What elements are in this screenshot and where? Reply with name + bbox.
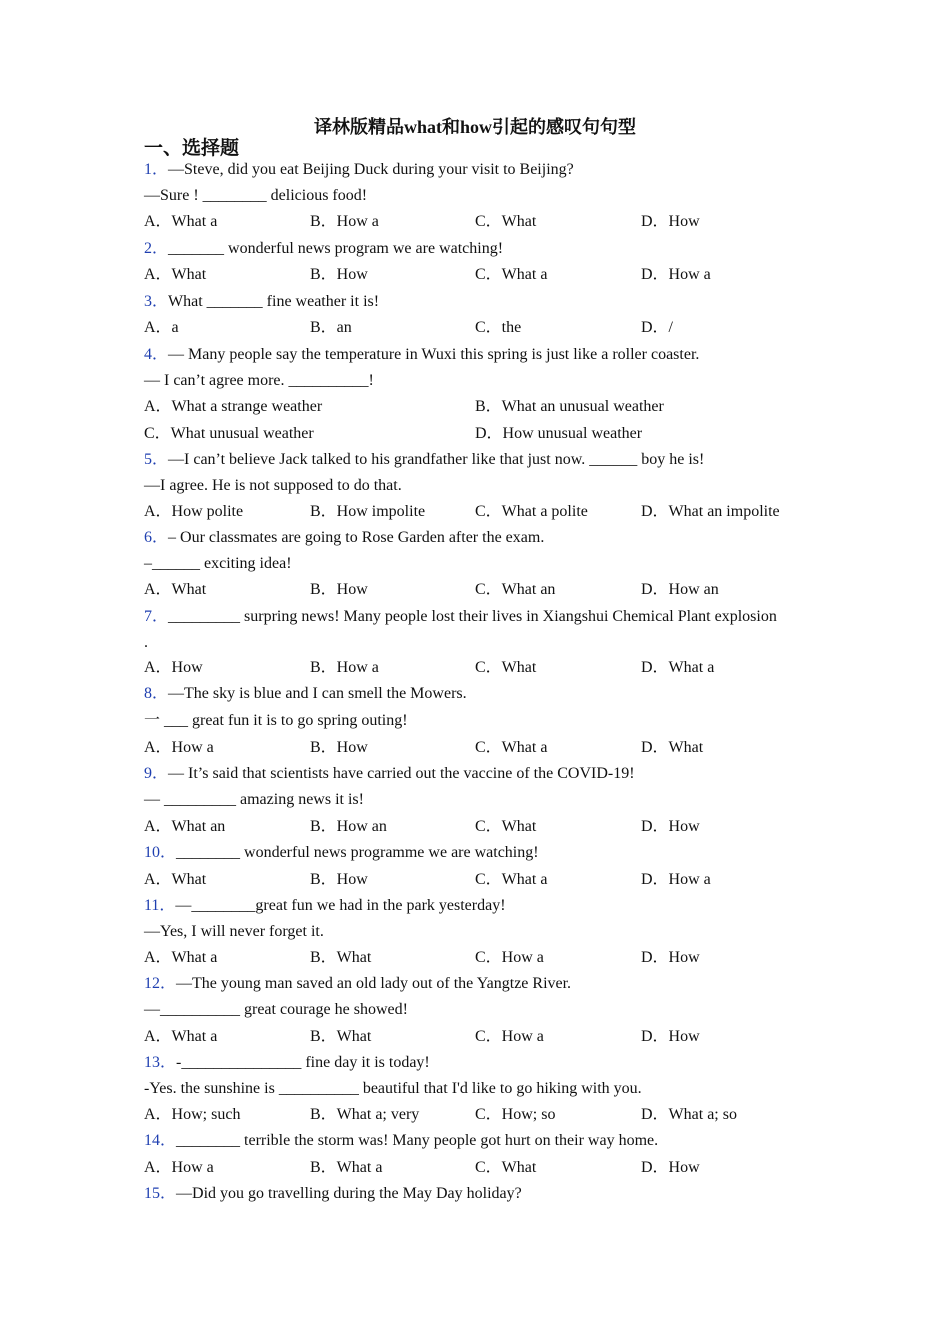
question-line [144,371,374,391]
question-number: 13． [144,1054,177,1071]
question-number: 7． [144,608,169,625]
question-text: — It’s said that scientists have carried out the vaccine of the COVID-19! [168,765,635,782]
answer-option[interactable]: C．What [475,818,537,835]
question-stem [144,843,539,863]
question-text: —Sure ! ________ delicious food! [144,187,368,204]
answer-option[interactable]: A．What a [144,1028,218,1045]
question-text: – Our classmates are going to Rose Garden after the exam. [168,529,545,546]
answer-option[interactable]: C．the [475,319,522,336]
section-heading: 一、选择题 [144,138,240,159]
answer-option[interactable]: C．What unusual weather [144,425,314,442]
question-stem [144,239,503,259]
answer-option[interactable]: B．How a [310,659,379,676]
answer-option[interactable]: A．How a [144,1159,214,1176]
question-stem [144,160,574,180]
question-text: —I can’t believe Jack talked to his grandfather like that just now. ______ boy he is! [168,451,705,468]
answer-option[interactable]: D．What a; so [641,1106,737,1123]
question-stem [144,528,544,548]
answer-option[interactable]: A．What a [144,949,218,966]
question-number: 6． [144,529,169,546]
answer-option[interactable]: A．How; such [144,1106,241,1123]
answer-option[interactable]: D．How a [641,266,711,283]
question-line [144,476,402,496]
answer-option[interactable]: A．What [144,871,207,888]
answer-option[interactable]: D．How an [641,581,719,598]
answer-option[interactable]: C．What a [475,739,548,756]
answer-option[interactable]: C．How; so [475,1106,556,1123]
answer-option[interactable]: D．How [641,818,700,835]
question-text: ________ terrible the storm was! Many people got hurt on their way home. [176,1132,659,1149]
question-line [144,186,367,206]
question-text: . [144,634,148,651]
answer-option[interactable]: C．How a [475,949,544,966]
answer-option[interactable]: C．How a [475,1028,544,1045]
question-text: -Yes. the sunshine is __________ beautiful that I'd like to go hiking with you. [144,1080,642,1097]
answer-option[interactable]: B．What an unusual weather [475,398,664,415]
answer-option[interactable]: B．How [310,871,368,888]
answer-option[interactable]: D．How [641,949,700,966]
question-stem [144,450,704,470]
answer-option[interactable]: A．What [144,266,207,283]
question-text: — _________ amazing news it is! [144,791,364,808]
question-text: —I agree. He is not supposed to do that. [144,477,402,494]
question-stem [144,292,379,312]
answer-option[interactable]: D．How unusual weather [475,425,643,442]
answer-option[interactable]: B．How [310,266,368,283]
question-line [144,1079,642,1099]
answer-option[interactable]: B．What a [310,1159,383,1176]
question-text: —________great fun we had in the park yesterday! [175,897,506,914]
question-number: 1． [144,161,169,178]
answer-option[interactable]: A．What [144,581,207,598]
answer-option[interactable]: D．How a [641,871,711,888]
answer-option[interactable]: D．How [641,213,700,230]
answer-option[interactable]: B．How a [310,213,379,230]
page-title: 译林版精品what和how引起的感叹句句型 [313,117,636,137]
question-number: 9． [144,765,169,782]
question-text: _______ wonderful news program we are watching! [168,240,504,257]
question-text: ________ wonderful news programme we are watching! [176,844,539,861]
answer-option[interactable]: A．How polite [144,503,244,520]
question-number: 14． [144,1132,177,1149]
answer-option[interactable]: D．What [641,739,704,756]
question-line [144,633,148,653]
question-text: —Did you go travelling during the May Day holiday? [176,1185,522,1202]
answer-option[interactable]: B．What a; very [310,1106,420,1123]
question-stem [144,974,571,994]
question-stem [144,345,699,365]
question-text: _________ surpring news! Many people lost their lives in Xiangshui Chemical Plant explosion [168,608,777,625]
question-text: — I can’t agree more. __________! [144,372,374,389]
question-text: —The sky is blue and I can smell the Mowers. [168,685,467,702]
answer-option[interactable]: B．How [310,581,368,598]
answer-option[interactable]: B．How [310,739,368,756]
answer-option[interactable]: D．What a [641,659,715,676]
answer-option[interactable]: A．How a [144,739,214,756]
answer-option[interactable]: A．How [144,659,203,676]
answer-option[interactable]: C．What a [475,871,548,888]
answer-option[interactable]: D．/ [641,319,674,336]
answer-option[interactable]: C．What an [475,581,556,598]
question-number: 4． [144,346,169,363]
question-text: — Many people say the temperature in Wuxi this spring is just like a roller coaster. [168,346,700,363]
answer-option[interactable]: C．What [475,213,537,230]
question-line [144,790,364,810]
question-text: —Steve, did you eat Beijing Duck during your visit to Beijing? [168,161,574,178]
question-number: 5． [144,451,169,468]
question-number: 2． [144,240,169,257]
answer-option[interactable]: B．How impolite [310,503,426,520]
question-stem [144,896,506,916]
answer-option[interactable]: C．What a [475,266,548,283]
question-text: -_______________ fine day it is today! [176,1054,430,1071]
answer-option[interactable]: D．How [641,1159,700,1176]
answer-option[interactable]: A．a [144,319,179,336]
answer-option[interactable]: B．What [310,949,372,966]
answer-option[interactable]: A．What a strange weather [144,398,323,415]
answer-option[interactable]: A．What an [144,818,226,835]
question-stem [144,684,467,704]
answer-option[interactable]: D．How [641,1028,700,1045]
question-text: What _______ fine weather it is! [168,293,380,310]
question-number: 3． [144,293,169,310]
question-number: 12． [144,975,177,992]
question-text: —Yes, I will never forget it. [144,923,324,940]
answer-option[interactable]: A．What a [144,213,218,230]
question-stem [144,764,635,784]
answer-option[interactable]: B．How an [310,818,387,835]
question-line [144,1000,408,1020]
question-stem [144,1053,430,1073]
answer-option[interactable]: D．What an impolite [641,503,780,520]
question-number: 11． [144,897,176,914]
question-stem [144,1131,658,1151]
question-line [144,554,292,574]
answer-option[interactable]: C．What [475,659,537,676]
answer-option[interactable]: B．an [310,319,352,336]
question-stem [144,1184,522,1204]
question-number: 15． [144,1185,177,1202]
question-text: –______ exciting idea! [144,555,292,572]
answer-option[interactable]: C．What a polite [475,503,588,520]
question-number: 10． [144,844,177,861]
question-text: —__________ great courage he showed! [144,1001,408,1018]
question-text: 一 ___ great fun it is to go spring outing! [144,712,408,729]
question-line [144,922,324,942]
question-line [144,711,408,731]
answer-option[interactable]: C．What [475,1159,537,1176]
question-text: —The young man saved an old lady out of the Yangtze River. [176,975,572,992]
question-number: 8． [144,685,169,702]
question-stem [144,607,777,627]
answer-option[interactable]: B．What [310,1028,372,1045]
